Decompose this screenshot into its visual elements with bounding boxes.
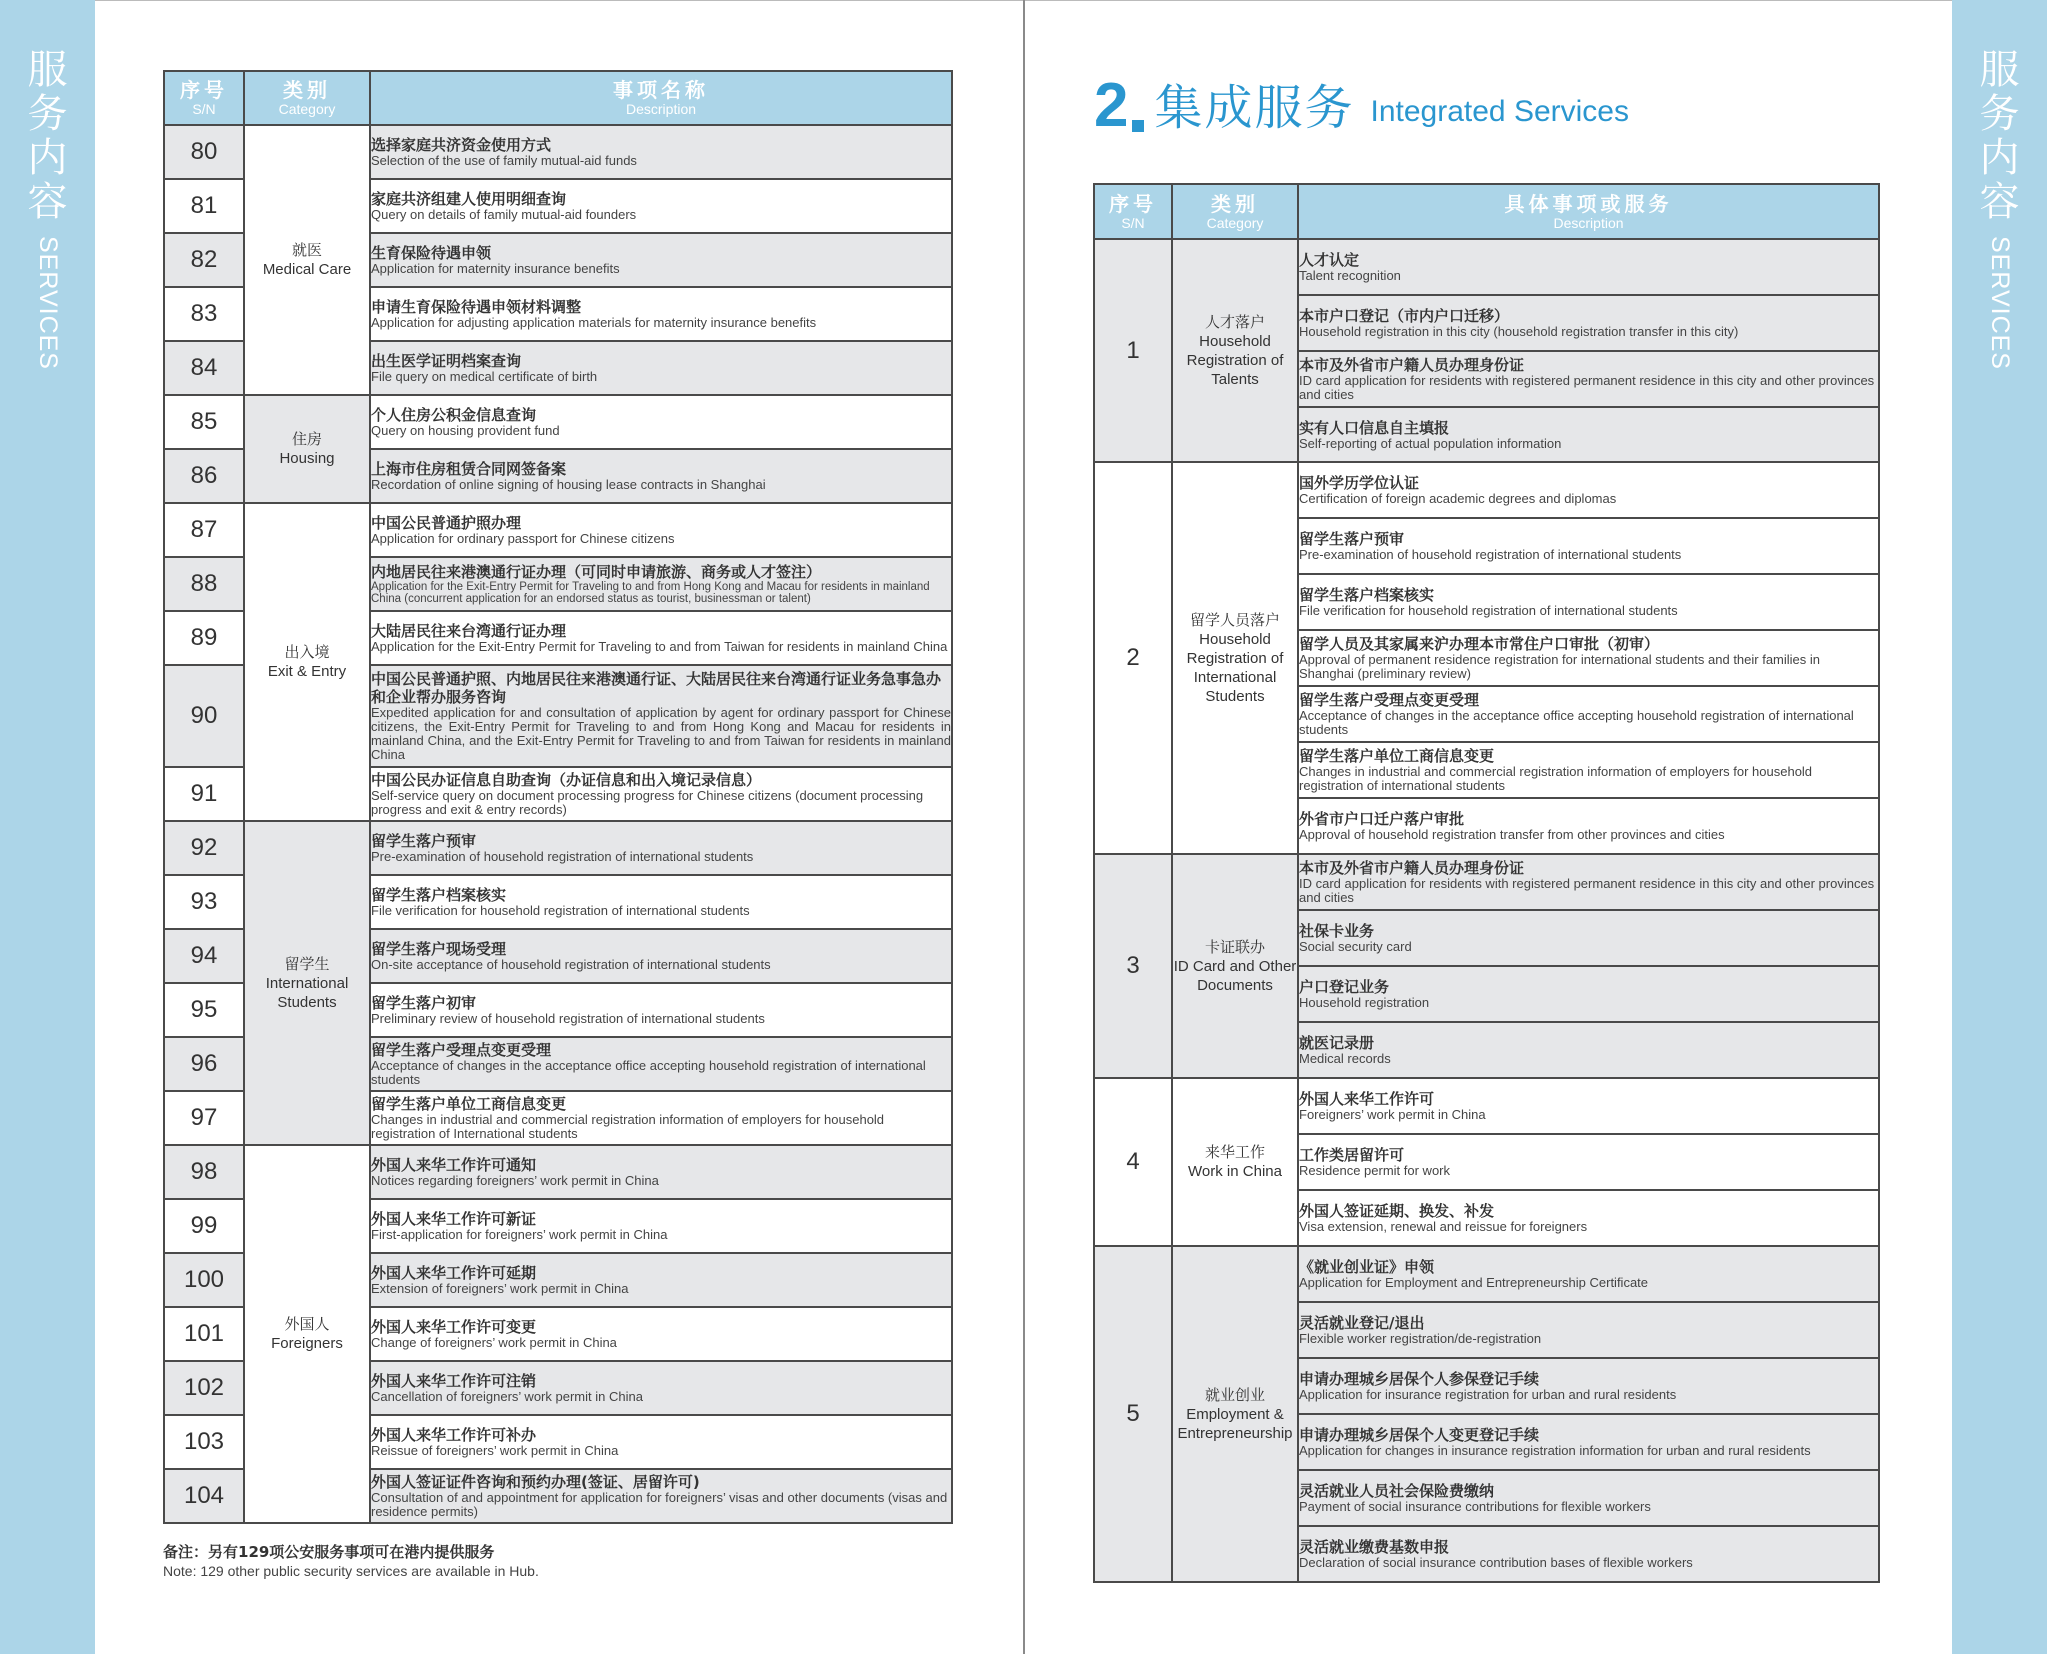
side-tab-char: 服 bbox=[27, 47, 68, 93]
row-description: 人才认定 Talent recognition bbox=[1298, 239, 1879, 295]
row-sn: 100 bbox=[164, 1253, 244, 1307]
row-description: 选择家庭共济资金使用方式 Selection of the use of family mutual-aid funds bbox=[370, 125, 952, 179]
row-sn: 102 bbox=[164, 1361, 244, 1415]
footnote bbox=[163, 1542, 539, 1580]
row-description: 国外学历学位认证 Certification of foreign academic degrees and diplomas bbox=[1298, 462, 1879, 518]
category-cell-housing: 住房 Housing bbox=[244, 395, 370, 503]
row-sn: 85 bbox=[164, 395, 244, 449]
row-sn: 87 bbox=[164, 503, 244, 557]
row-sn: 91 bbox=[164, 767, 244, 821]
header-sn: 序号 S/N bbox=[1094, 184, 1172, 239]
table-header-row bbox=[1094, 184, 1879, 239]
row-description: 中国公民普通护照办理 Application for ordinary passport for Chinese citizens bbox=[370, 503, 952, 557]
category-cell-id-card: 卡证联办 ID Card and Other Documents bbox=[1172, 854, 1298, 1078]
table-header-row bbox=[164, 71, 952, 125]
row-description: 灵活就业人员社会保险费缴纳 Payment of social insurance contributions for flexible workers bbox=[1298, 1470, 1879, 1526]
table-row bbox=[1094, 462, 1879, 518]
row-sn: 98 bbox=[164, 1145, 244, 1199]
row-description: 户口登记业务 Household registration bbox=[1298, 966, 1879, 1022]
side-tab-services-left bbox=[0, 0, 95, 1654]
row-description: 外国人来华工作许可 Foreigners’ work permit in China bbox=[1298, 1078, 1879, 1134]
table-row bbox=[164, 125, 952, 179]
services-table-left bbox=[163, 70, 953, 1524]
side-tab-zh bbox=[28, 48, 68, 224]
row-description: 留学生落户预审 Pre-examination of household registration of international students bbox=[370, 821, 952, 875]
row-description: 实有人口信息自主填报 Self-reporting of actual population information bbox=[1298, 407, 1879, 462]
row-description: 留学生落户受理点变更受理 Acceptance of changes in the acceptance office accepting household registration of international students bbox=[1298, 686, 1879, 742]
footnote-en: Note: 129 other public security services are available in Hub. bbox=[163, 1563, 539, 1579]
group-sn: 1 bbox=[1094, 239, 1172, 462]
row-description: 就医记录册 Medical records bbox=[1298, 1022, 1879, 1078]
row-description: 留学生落户档案核实 File verification for household registration of international students bbox=[1298, 574, 1879, 630]
header-category: 类别 Category bbox=[244, 71, 370, 125]
row-sn: 80 bbox=[164, 125, 244, 179]
side-tab-en: SERVICES bbox=[1986, 236, 2014, 370]
row-description: 留学生落户现场受理 On-site acceptance of household registration of international students bbox=[370, 929, 952, 983]
row-sn: 88 bbox=[164, 557, 244, 611]
footnote-zh: 备注：另有129项公安服务事项可在港内提供服务 bbox=[163, 1543, 495, 1561]
row-description: 外国人来华工作许可补办 Reissue of foreigners’ work permit in China bbox=[370, 1415, 952, 1469]
row-sn: 86 bbox=[164, 449, 244, 503]
row-description: 外国人签证证件咨询和预约办理(签证、居留许可) Consultation of and appointment for application for foreigners’ visas and other documents (visas and residence permits) bbox=[370, 1469, 952, 1523]
section-number: 2 bbox=[1094, 71, 1129, 140]
row-sn: 95 bbox=[164, 983, 244, 1037]
row-description: 个人住房公积金信息查询 Query on housing provident fund bbox=[370, 395, 952, 449]
row-description: 社保卡业务 Social security card bbox=[1298, 910, 1879, 966]
row-sn: 84 bbox=[164, 341, 244, 395]
row-sn: 101 bbox=[164, 1307, 244, 1361]
row-description: 留学生落户预审 Pre-examination of household registration of international students bbox=[1298, 518, 1879, 574]
row-description: 留学生落户受理点变更受理 Acceptance of changes in the acceptance office accepting household registration of international students bbox=[370, 1037, 952, 1091]
side-tab-services-right bbox=[1952, 0, 2047, 1654]
row-description: 申请办理城乡居保个人参保登记手续 Application for insurance registration for urban and rural residents bbox=[1298, 1358, 1879, 1414]
category-cell-international-students: 留学生 International Students bbox=[244, 821, 370, 1145]
row-description: 外国人来华工作许可新证 First-application for foreigners’ work permit in China bbox=[370, 1199, 952, 1253]
table-row bbox=[1094, 1246, 1879, 1302]
row-description: 生育保险待遇申领 Application for maternity insurance benefits bbox=[370, 233, 952, 287]
group-sn: 4 bbox=[1094, 1078, 1172, 1246]
side-tab-char: 务 bbox=[27, 91, 68, 137]
side-tab-zh bbox=[1980, 48, 2020, 224]
row-description: 本市及外省市户籍人员办理身份证 ID card application for residents with registered permanent residence in this city and other provinces and cities bbox=[1298, 854, 1879, 910]
row-description: 本市户口登记（市内户口迁移） Household registration in this city (household registration transfer in this city) bbox=[1298, 295, 1879, 351]
row-description: 外国人来华工作许可延期 Extension of foreigners’ work permit in China bbox=[370, 1253, 952, 1307]
table-row bbox=[1094, 1078, 1879, 1134]
header-description: 具体事项或服务 Description bbox=[1298, 184, 1879, 239]
row-description: 外国人来华工作许可注销 Cancellation of foreigners’ work permit in China bbox=[370, 1361, 952, 1415]
category-cell-medical-care: 就医 Medical Care bbox=[244, 125, 370, 395]
category-cell-talents: 人才落户 Household Registration of Talents bbox=[1172, 239, 1298, 462]
section-title bbox=[1094, 71, 1629, 140]
row-description: 内地居民往来港澳通行证办理（可同时申请旅游、商务或人才签注） Application for the Exit-Entry Permit for Traveling to and from Hong Kong and Macau for residents in mainland China (concurrent application for an endorsed status as tourist, businessman or talent) bbox=[370, 557, 952, 611]
row-description: 留学生落户单位工商信息变更 Changes in industrial and commercial registration information of employers for household registration of international students bbox=[1298, 742, 1879, 798]
side-tab-char: 内 bbox=[1979, 135, 2020, 181]
category-cell-exit-entry: 出入境 Exit & Entry bbox=[244, 503, 370, 821]
category-cell-international-students: 留学人员落户 Household Registration of International Students bbox=[1172, 462, 1298, 854]
row-description: 留学生落户初审 Preliminary review of household registration of international students bbox=[370, 983, 952, 1037]
table-row bbox=[164, 503, 952, 557]
table-row bbox=[164, 395, 952, 449]
row-description: 申请办理城乡居保个人变更登记手续 Application for changes in insurance registration information for urban and rural residents bbox=[1298, 1414, 1879, 1470]
row-sn: 96 bbox=[164, 1037, 244, 1091]
row-description: 中国公民办证信息自助查询（办证信息和出入境记录信息） Self-service query on document processing progress for Chinese citizens (document processing progress and exit & entry records) bbox=[370, 767, 952, 821]
row-sn: 92 bbox=[164, 821, 244, 875]
page-top-edge bbox=[1025, 0, 1952, 1]
table-row bbox=[1094, 854, 1879, 910]
page-fold-divider bbox=[1023, 0, 1025, 1654]
group-sn: 5 bbox=[1094, 1246, 1172, 1582]
header-description: 事项名称 Description bbox=[370, 71, 952, 125]
table-row bbox=[164, 821, 952, 875]
row-description: 家庭共济组建人使用明细查询 Query on details of family mutual-aid founders bbox=[370, 179, 952, 233]
side-tab-char: 务 bbox=[1979, 91, 2020, 137]
header-category: 类别 Category bbox=[1172, 184, 1298, 239]
row-description: 本市及外省市户籍人员办理身份证 ID card application for residents with registered permanent residence in this city and other provinces and cities bbox=[1298, 351, 1879, 407]
row-sn: 99 bbox=[164, 1199, 244, 1253]
side-tab-en: SERVICES bbox=[34, 236, 62, 370]
row-description: 申请生育保险待遇申领材料调整 Application for adjusting application materials for maternity insurance benefits bbox=[370, 287, 952, 341]
row-sn: 82 bbox=[164, 233, 244, 287]
row-description: 出生医学证明档案查询 File query on medical certificate of birth bbox=[370, 341, 952, 395]
row-description: 灵活就业登记/退出 Flexible worker registration/de-registration bbox=[1298, 1302, 1879, 1358]
group-sn: 2 bbox=[1094, 462, 1172, 854]
row-sn: 93 bbox=[164, 875, 244, 929]
row-sn: 103 bbox=[164, 1415, 244, 1469]
row-sn: 94 bbox=[164, 929, 244, 983]
group-sn: 3 bbox=[1094, 854, 1172, 1078]
row-sn: 104 bbox=[164, 1469, 244, 1523]
category-cell-work-in-china: 来华工作 Work in China bbox=[1172, 1078, 1298, 1246]
row-sn: 90 bbox=[164, 665, 244, 767]
row-sn: 89 bbox=[164, 611, 244, 665]
row-sn: 97 bbox=[164, 1091, 244, 1145]
row-description: 外国人来华工作许可变更 Change of foreigners’ work permit in China bbox=[370, 1307, 952, 1361]
side-tab-char: 容 bbox=[27, 179, 68, 225]
row-description: 留学生落户单位工商信息变更 Changes in industrial and commercial registration information of employers for household registration of International students bbox=[370, 1091, 952, 1145]
header-sn: 序号 S/N bbox=[164, 71, 244, 125]
row-description: 大陆居民往来台湾通行证办理 Application for the Exit-Entry Permit for Traveling to and from Taiwan for residents in mainland China bbox=[370, 611, 952, 665]
side-tab-char: 服 bbox=[1979, 47, 2020, 93]
row-description: 留学生落户档案核实 File verification for household registration of international students bbox=[370, 875, 952, 929]
row-description: 外国人签证延期、换发、补发 Visa extension, renewal and reissue for foreigners bbox=[1298, 1190, 1879, 1246]
services-table-right bbox=[1093, 183, 1880, 1583]
category-cell-foreigners: 外国人 Foreigners bbox=[244, 1145, 370, 1523]
row-description: 《就业创业证》申领 Application for Employment and Entrepreneurship Certificate bbox=[1298, 1246, 1879, 1302]
section-title-zh: 集成服务 bbox=[1154, 80, 1355, 136]
row-description: 灵活就业缴费基数申报 Declaration of social insurance contribution bases of flexible workers bbox=[1298, 1526, 1879, 1582]
row-description: 上海市住房租赁合同网签备案 Recordation of online signing of housing lease contracts in Shanghai bbox=[370, 449, 952, 503]
category-cell-employment: 就业创业 Employment & Entrepreneurship bbox=[1172, 1246, 1298, 1582]
row-description: 外省市户口迁户落户审批 Approval of household registration transfer from other provinces and cities bbox=[1298, 798, 1879, 854]
section-title-en: Integrated Services bbox=[1370, 95, 1629, 128]
table-row bbox=[164, 1145, 952, 1199]
row-sn: 83 bbox=[164, 287, 244, 341]
table-row bbox=[1094, 239, 1879, 295]
side-tab-char: 容 bbox=[1979, 179, 2020, 225]
section-dot-icon bbox=[1132, 120, 1144, 132]
row-sn: 81 bbox=[164, 179, 244, 233]
row-description: 工作类居留许可 Residence permit for work bbox=[1298, 1134, 1879, 1190]
row-description: 外国人来华工作许可通知 Notices regarding foreigners’ work permit in China bbox=[370, 1145, 952, 1199]
row-description: 留学人员及其家属来沪办理本市常住户口审批（初审） Approval of permanent residence registration for international students and their families in Shanghai (preliminary review) bbox=[1298, 630, 1879, 686]
row-description: 中国公民普通护照、内地居民往来港澳通行证、大陆居民往来台湾通行证业务急事急办和企业帮办服务咨询 Expedited application for and consultation of application by agent for ordinary passport for Chinese citizens, the Exit-Entry Permit for Traveling to and from Hong Kong and Macau for residents in mainland China, and the Exit-Entry Permit for Traveling to and from Taiwan for residents in mainland China bbox=[370, 665, 952, 767]
page-top-edge bbox=[95, 0, 1023, 1]
side-tab-char: 内 bbox=[27, 135, 68, 181]
